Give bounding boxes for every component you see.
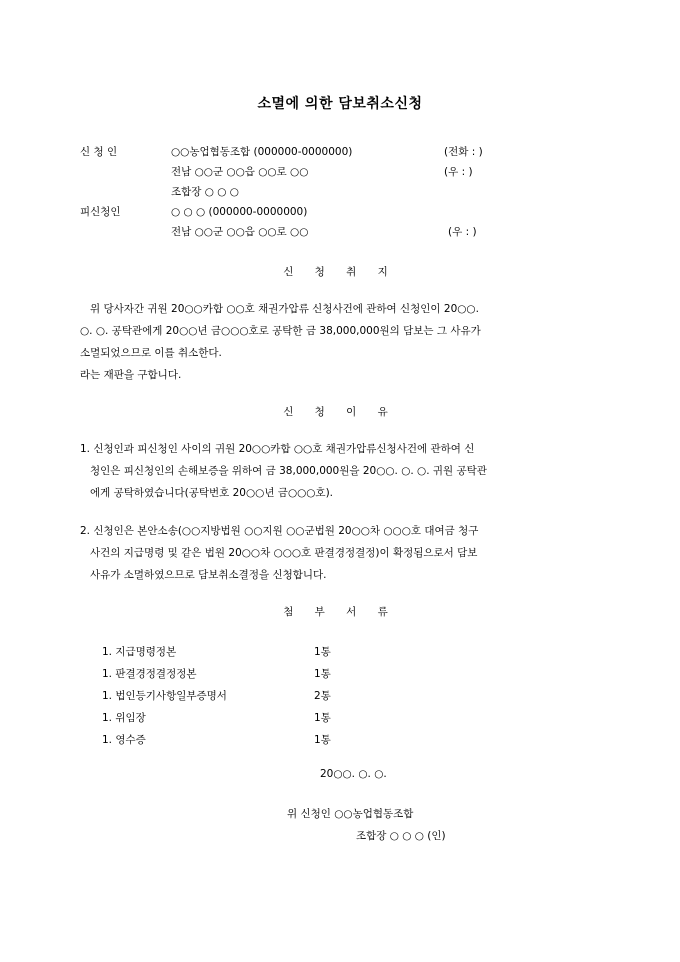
signature-applicant: 위 신청인 ○○농업협동조합	[287, 808, 414, 820]
applicant-postal: (우 : )	[444, 166, 473, 178]
applicant-name: ○○농업협동조합 (000000-0000000)	[171, 146, 353, 158]
respondent-label: 피신청인	[80, 206, 121, 218]
reason-line: 사건의 지급명령 및 같은 법원 20○○차 ○○○호 판결경정결정)이 확정됨으로서 담보	[90, 547, 478, 559]
attachment-count: 1통	[314, 734, 331, 746]
respondent-address: 전남 ○○군 ○○읍 ○○로 ○○	[171, 226, 309, 238]
attachments-heading: 첨 부 서 류	[283, 606, 397, 618]
reason-line: 사유가 소멸하였으므로 담보취소결정을 신청합니다.	[90, 569, 327, 581]
respondent-name: ○ ○ ○ (000000-0000000)	[171, 206, 308, 218]
purpose-line: 소멸되었으므로 이를 취소한다.	[80, 347, 222, 359]
document-title: 소멸에 의한 담보취소신청	[257, 96, 423, 112]
purpose-line: 위 당사자간 귀원 20○○카합 ○○호 채권가압류 신청사건에 관하여 신청인이 20○○.	[90, 303, 479, 315]
attachment-count: 2통	[314, 690, 331, 702]
applicant-label: 신 청 인	[80, 146, 118, 158]
reason-line: 1. 신청인과 피신청인 사이의 귀원 20○○카합 ○○호 채권가압류신청사건에 관하여 신	[80, 443, 475, 455]
attachment-name: 1. 영수증	[102, 734, 146, 746]
applicant-phone: (전화 : )	[444, 146, 483, 158]
attachment-count: 1통	[314, 646, 331, 658]
purpose-line: 라는 재판을 구합니다.	[80, 369, 182, 381]
respondent-postal: (우 : )	[448, 226, 477, 238]
attachment-name: 1. 법인등기사항일부증명서	[102, 690, 227, 702]
reasons-heading: 신 청 이 유	[283, 406, 397, 418]
purpose-paragraph	[80, 298, 600, 386]
attachment-name: 1. 판결경정결정정본	[102, 668, 197, 680]
reason-line: 청인은 피신청인의 손해보증을 위하여 금 38,000,000원을 20○○. ○. ○. 귀원 공탁관	[90, 465, 487, 477]
attachment-count: 1통	[314, 712, 331, 724]
signature-representative: 조합장 ○ ○ ○ (인)	[356, 830, 446, 842]
reason-line: 2. 신청인은 본안소송(○○지방법원 ○○지원 ○○군법원 20○○차 ○○○호 대여금 청구	[80, 525, 479, 537]
reason-item-2	[80, 520, 600, 586]
attachment-name: 1. 지급명령정본	[102, 646, 177, 658]
attachment-count: 1통	[314, 668, 331, 680]
reason-item-1	[80, 438, 600, 504]
applicant-address: 전남 ○○군 ○○읍 ○○로 ○○	[171, 166, 309, 178]
reason-line: 에게 공탁하였습니다(공탁번호 20○○년 금○○○호).	[90, 487, 334, 499]
purpose-heading: 신 청 취 지	[283, 266, 397, 278]
document-date: 20○○. ○. ○.	[320, 768, 387, 780]
purpose-line: ○. ○. 공탁관에게 20○○년 금○○○호로 공탁한 금 38,000,000원의 담보는 그 사유가	[80, 325, 481, 337]
applicant-representative: 조합장 ○ ○ ○	[171, 186, 239, 198]
attachment-name: 1. 위임장	[102, 712, 146, 724]
